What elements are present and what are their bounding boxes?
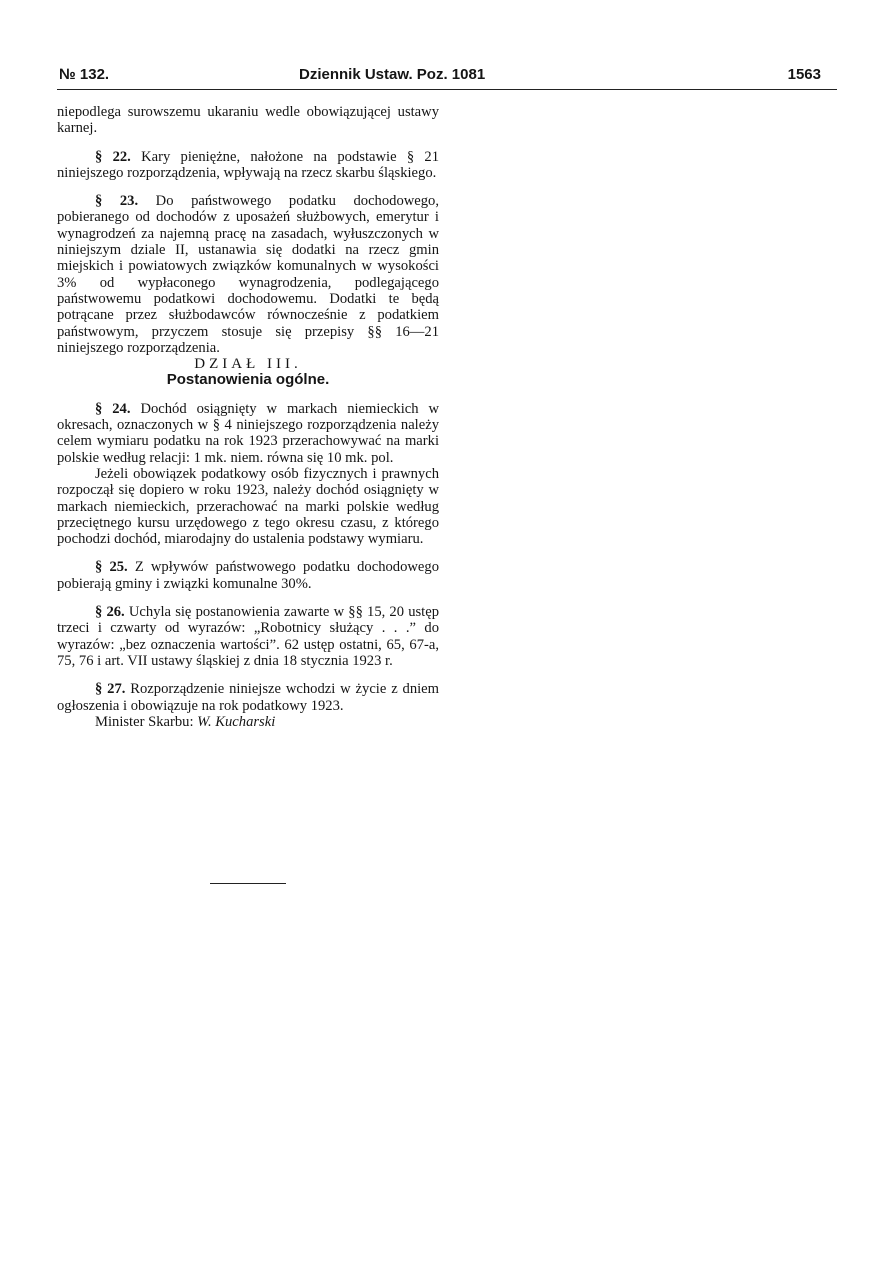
text-column bbox=[57, 96, 439, 730]
paragraph-text-27: Rozporządzenie niniejsze wchodzi w życie z dniem ogłoszenia i obowiązuje na rok podatkowy 1923. bbox=[57, 681, 440, 714]
paragraph-text-24: Dochód osiągnięty w markach niemieckich w okresach, oznaczonych w § 4 niniejszego rozporządzenia należy celem wymiaru podatku na rok 1923 przerachowywać na marki polskie według relacji: 1 mk. niem. równa się 10 mk. pol. bbox=[57, 400, 440, 466]
section-mark-27: § 27. bbox=[95, 681, 126, 698]
journal-title: Dziennik Ustaw. Poz. 1081 bbox=[299, 66, 486, 83]
chapter-title: DZIAŁ III. bbox=[194, 356, 302, 373]
paragraph-s27 bbox=[57, 681, 439, 714]
signature-line bbox=[57, 714, 439, 730]
chapter-subtitle: Postanowienia ogólne. bbox=[166, 371, 330, 389]
section-mark-25: § 25. bbox=[95, 559, 128, 576]
paragraph-s22 bbox=[57, 149, 439, 182]
page-header bbox=[59, 64, 837, 88]
paragraph-s23 bbox=[57, 193, 439, 356]
signature-role: Minister Skarbu: bbox=[95, 713, 198, 730]
paragraph-s24 bbox=[57, 401, 439, 466]
signature-name: W. Kucharski bbox=[197, 713, 276, 730]
paragraph-s26 bbox=[57, 604, 439, 669]
paragraph-s24-second: Jeżeli obowiązek podatkowy osób fizycznych i prawnych rozpoczął się dopiero w roku 1923, należy dochód osiągnięty w markach niemieckich, przerachować na marki polskie według przeciętnego kursu urzędowego z tego okresu czasu, z którego pochodzi dochód, miarodajny do ustalenia podstawy wymiaru. bbox=[57, 465, 439, 548]
continuation-paragraph: niepodlega surowszemu ukaraniu wedle obowiązującej ustawy karnej. bbox=[57, 104, 439, 137]
section-mark-23: § 23. bbox=[95, 193, 139, 210]
paragraph-text-22: Kary pieniężne, nałożone na podstawie § 21 niniejszego rozporządzenia, wpływają na rzecz skarbu śląskiego. bbox=[57, 148, 439, 181]
paragraph-s25 bbox=[57, 559, 439, 592]
section-mark-26: § 26. bbox=[95, 604, 125, 621]
section-mark-24: § 24. bbox=[95, 400, 131, 417]
issue-number: № 132. bbox=[59, 66, 110, 83]
paragraph-text-25: Z wpływów państwowego podatku dochodowego pobierają gminy i związki komunalne 30%. bbox=[57, 559, 440, 592]
end-rule bbox=[210, 883, 286, 884]
section-mark-22: § 22. bbox=[95, 148, 131, 165]
header-rule bbox=[57, 89, 837, 90]
page-number: 1563 bbox=[787, 66, 821, 83]
paragraph-text-23: Do państwowego podatku dochodowego, pobieranego od dochodów z uposażeń służbowych, emerytur i wynagrodzeń za najemną pracę na zasadach, wyłuszczonych w niniejszym dziale II, ustanawia się dodatki na rzecz gmin miejskich i powiatowych związków komunalnych w wysokości 3% od wypłaconego wynagrodzenia, podlegającego państwowemu podatkowi dochodowemu. Dodatki te będą potrącane przez służbodawców równocześnie z podatkiem państwowym, przyczem stosuje się przepisy §§ 16—21 niniejszego rozporządzenia. bbox=[57, 193, 439, 356]
paragraph-text-26: Uchyla się postanowienia zawarte w §§ 15, 20 ustęp trzeci i czwarty od wyrazów: „Robotnicy służący . . .” do wyrazów: „bez oznaczenia wartości”. 62 ustęp ostatni, 65, 67-a, 75, 76 i art. VII ustawy śląskiej z dnia 18 stycznia 1923 r. bbox=[57, 604, 439, 669]
